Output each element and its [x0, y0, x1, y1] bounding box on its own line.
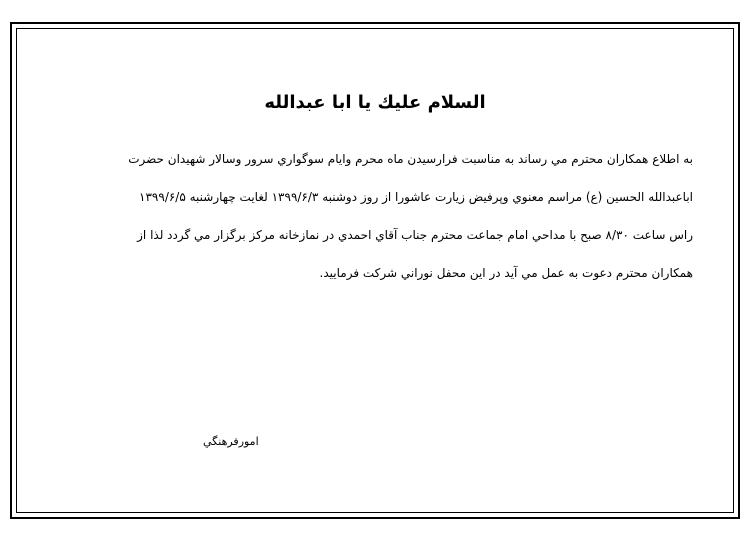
letter-title: السلام عليك يا ابا عبدالله — [264, 92, 486, 113]
letter-body-line: همكاران محترم دعوت به عمل مي آيد در اين محفل نوراني شركت فرماييد. — [319, 266, 693, 280]
letter-signature: امورفرهنگي — [203, 435, 259, 448]
letter-body — [73, 153, 693, 305]
letter-body-line: به اطلاع همكاران محترم مي رساند به مناسبت فرارسيدن ماه محرم وايام سوگواري سرور وسالار شهيدان حضرت — [128, 152, 693, 166]
letter-body-line: اباعبدالله الحسين (ع) مراسم معنوي وپرفيض زيارت عاشورا از روز دوشنبه ۱۳۹۹/۶/۳ لغايت چهارشنبه ۱۳۹۹/۶/۵ — [139, 190, 693, 204]
letter-body-line: راس ساعت ۸/۳۰ صبح با مداحي امام جماعت محترم جناب آقاي احمدي در نمازخانه مركز برگزار مي گردد لذا از — [137, 228, 693, 242]
page-border-outer — [10, 22, 740, 519]
page-border-inner — [16, 28, 734, 513]
